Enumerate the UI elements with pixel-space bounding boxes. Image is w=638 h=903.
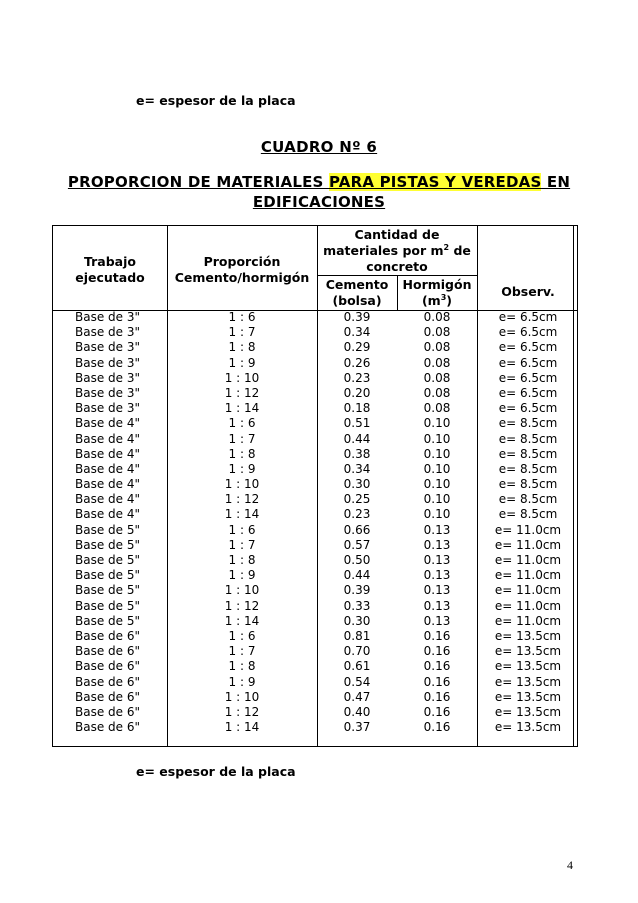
cell-hormigon: 0.13 bbox=[423, 522, 451, 537]
cell-observ: e= 11.0cm bbox=[494, 553, 562, 567]
cell-hormigon: 0.10 bbox=[423, 416, 451, 431]
table-row bbox=[53, 583, 577, 598]
cell-trabajo: Base de 4" bbox=[75, 416, 141, 431]
cell-cemento: 0.30 bbox=[343, 477, 371, 492]
cell-cemento: 0.39 bbox=[343, 583, 371, 598]
cell-observ: e= 6.5cm bbox=[498, 385, 558, 400]
cell-proporcion: 1 : 6 bbox=[228, 628, 256, 643]
cell-cemento: 0.23 bbox=[343, 507, 371, 522]
table-row bbox=[53, 705, 577, 720]
cell-proporcion: 1 : 14 bbox=[224, 507, 260, 522]
cell-observ: e= 13.5cm bbox=[494, 659, 562, 674]
table-row bbox=[53, 492, 577, 507]
cell-hormigon: 0.10 bbox=[423, 492, 451, 507]
header-cantidad-line3: concreto bbox=[366, 259, 428, 274]
cell-proporcion: 1 : 14 bbox=[224, 401, 260, 416]
cell-cemento: 0.25 bbox=[343, 492, 371, 507]
cell-cemento: 0.50 bbox=[343, 553, 371, 567]
cell-hormigon: 0.10 bbox=[423, 477, 451, 492]
cell-trabajo: Base de 3" bbox=[75, 355, 141, 370]
cell-hormigon: 0.08 bbox=[423, 325, 451, 340]
subtitle-pre: PROPORCION DE MATERIALES bbox=[67, 173, 329, 191]
cell-hormigon: 0.13 bbox=[423, 613, 451, 628]
cell-trabajo: Base de 3" bbox=[75, 401, 141, 416]
header-trabajo-line2: ejecutado bbox=[75, 270, 145, 285]
table-row bbox=[53, 432, 577, 447]
subtitle-line-1 bbox=[0, 173, 638, 191]
cell-hormigon: 0.13 bbox=[423, 553, 451, 567]
cell-trabajo: Base de 3" bbox=[75, 340, 141, 355]
cell-cemento: 0.30 bbox=[343, 613, 371, 628]
table-row bbox=[53, 553, 577, 568]
cell-trabajo: Base de 5" bbox=[75, 613, 141, 628]
table-row bbox=[53, 386, 577, 401]
cell-cemento: 0.70 bbox=[343, 644, 371, 659]
cell-proporcion: 1 : 8 bbox=[228, 553, 256, 567]
cell-trabajo: Base de 4" bbox=[75, 492, 141, 507]
cell-hormigon: 0.13 bbox=[423, 537, 451, 552]
cell-observ: e= 8.5cm bbox=[498, 416, 558, 431]
cell-cemento: 0.18 bbox=[343, 401, 371, 416]
cell-hormigon: 0.13 bbox=[423, 568, 451, 583]
cell-trabajo: Base de 3" bbox=[75, 310, 141, 324]
materials-table bbox=[52, 225, 578, 747]
cell-proporcion: 1 : 9 bbox=[228, 568, 256, 583]
cell-cemento: 0.44 bbox=[343, 431, 371, 446]
cell-trabajo: Base de 6" bbox=[75, 674, 141, 689]
table-row bbox=[53, 325, 577, 340]
cell-observ: e= 11.0cm bbox=[494, 522, 562, 537]
cell-observ: e= 13.5cm bbox=[494, 689, 562, 704]
cell-observ: e= 11.0cm bbox=[494, 537, 562, 552]
cell-trabajo: Base de 6" bbox=[75, 628, 141, 643]
cell-trabajo: Base de 5" bbox=[75, 568, 141, 583]
cell-hormigon: 0.08 bbox=[423, 370, 451, 385]
table-row bbox=[53, 644, 577, 659]
cell-hormigon: 0.13 bbox=[423, 598, 451, 613]
cell-hormigon: 0.10 bbox=[423, 461, 451, 476]
table-row bbox=[53, 690, 577, 705]
cell-proporcion: 1 : 7 bbox=[228, 325, 256, 340]
table-row bbox=[53, 447, 577, 462]
cell-observ: e= 8.5cm bbox=[498, 507, 558, 522]
cell-proporcion: 1 : 9 bbox=[228, 674, 256, 689]
cell-cemento: 0.51 bbox=[343, 416, 371, 431]
cell-proporcion: 1 : 10 bbox=[224, 689, 260, 704]
cell-cemento: 0.39 bbox=[343, 310, 371, 324]
cell-proporcion: 1 : 6 bbox=[228, 522, 256, 537]
cell-hormigon: 0.16 bbox=[423, 674, 451, 689]
cell-trabajo: Base de 4" bbox=[75, 431, 141, 446]
cell-trabajo: Base de 3" bbox=[75, 370, 141, 385]
subtitle-post: EN bbox=[541, 173, 571, 191]
table-row bbox=[53, 720, 577, 735]
cell-observ: e= 8.5cm bbox=[498, 431, 558, 446]
cell-proporcion: 1 : 9 bbox=[228, 461, 256, 476]
cell-proporcion: 1 : 6 bbox=[228, 416, 256, 431]
cell-proporcion: 1 : 7 bbox=[228, 644, 256, 659]
header-proporcion-line2: Cemento/hormigón bbox=[174, 270, 310, 285]
cell-hormigon: 0.08 bbox=[423, 355, 451, 370]
table-row bbox=[53, 568, 577, 583]
cell-hormigon: 0.10 bbox=[423, 446, 451, 461]
cell-proporcion: 1 : 8 bbox=[228, 446, 256, 461]
cell-proporcion: 1 : 7 bbox=[228, 431, 256, 446]
cell-observ: e= 8.5cm bbox=[498, 477, 558, 492]
cell-observ: e= 13.5cm bbox=[494, 704, 562, 719]
header-proporcion bbox=[167, 254, 317, 286]
cell-observ: e= 8.5cm bbox=[498, 492, 558, 507]
table-row bbox=[53, 462, 577, 477]
table-row bbox=[53, 507, 577, 522]
cell-proporcion: 1 : 14 bbox=[224, 720, 260, 735]
cell-trabajo: Base de 5" bbox=[75, 553, 141, 567]
cell-trabajo: Base de 3" bbox=[75, 325, 141, 340]
cell-hormigon: 0.16 bbox=[423, 628, 451, 643]
cell-cemento: 0.29 bbox=[343, 340, 371, 355]
header-proporcion-line1: Proporción bbox=[203, 254, 281, 269]
cell-trabajo: Base de 5" bbox=[75, 522, 141, 537]
table-row bbox=[53, 340, 577, 355]
cell-observ: e= 11.0cm bbox=[494, 613, 562, 628]
cell-hormigon: 0.08 bbox=[423, 401, 451, 416]
header-hormigon-line2 bbox=[397, 293, 477, 309]
table-row bbox=[53, 614, 577, 629]
cell-observ: e= 13.5cm bbox=[494, 644, 562, 659]
header-hormigon-line1: Hormigón bbox=[402, 277, 472, 292]
header-cemento bbox=[317, 277, 397, 309]
cell-hormigon: 0.08 bbox=[423, 310, 451, 324]
cell-hormigon: 0.16 bbox=[423, 659, 451, 674]
table-row bbox=[53, 599, 577, 614]
cell-cemento: 0.54 bbox=[343, 674, 371, 689]
cell-cemento: 0.26 bbox=[343, 355, 371, 370]
cell-proporcion: 1 : 10 bbox=[224, 370, 260, 385]
cell-cemento: 0.33 bbox=[343, 598, 371, 613]
cell-trabajo: Base de 3" bbox=[75, 385, 141, 400]
superscript: 3 bbox=[440, 292, 447, 302]
cell-trabajo: Base de 6" bbox=[75, 689, 141, 704]
cell-proporcion: 1 : 8 bbox=[228, 659, 256, 674]
cell-observ: e= 11.0cm bbox=[494, 598, 562, 613]
cell-observ: e= 13.5cm bbox=[494, 628, 562, 643]
cell-observ: e= 8.5cm bbox=[498, 461, 558, 476]
cell-observ: e= 6.5cm bbox=[498, 401, 558, 416]
cell-observ: e= 13.5cm bbox=[494, 720, 562, 735]
cell-cemento: 0.37 bbox=[343, 720, 371, 735]
cell-hormigon: 0.13 bbox=[423, 583, 451, 598]
table-row bbox=[53, 356, 577, 371]
header-cantidad-line1: Cantidad de bbox=[354, 227, 440, 242]
cell-proporcion: 1 : 7 bbox=[228, 537, 256, 552]
table-row bbox=[53, 416, 577, 431]
cell-observ: e= 6.5cm bbox=[498, 310, 558, 324]
header-hormigon-text: (m bbox=[421, 293, 441, 308]
cell-trabajo: Base de 4" bbox=[75, 461, 141, 476]
cell-cemento: 0.34 bbox=[343, 325, 371, 340]
cell-proporcion: 1 : 12 bbox=[224, 704, 260, 719]
cell-cemento: 0.38 bbox=[343, 446, 371, 461]
cell-proporcion: 1 : 14 bbox=[224, 613, 260, 628]
cell-cemento: 0.61 bbox=[343, 659, 371, 674]
cell-hormigon: 0.08 bbox=[423, 385, 451, 400]
cell-observ: e= 13.5cm bbox=[494, 674, 562, 689]
header-cantidad-line2 bbox=[317, 243, 477, 259]
table-row bbox=[53, 523, 577, 538]
header-trabajo bbox=[53, 254, 167, 286]
subtitle-highlight: PARA PISTAS Y VEREDAS bbox=[328, 173, 542, 191]
cell-trabajo: Base de 6" bbox=[75, 720, 141, 735]
cell-trabajo: Base de 4" bbox=[75, 446, 141, 461]
cell-trabajo: Base de 6" bbox=[75, 644, 141, 659]
header-divider bbox=[317, 275, 477, 276]
cell-hormigon: 0.16 bbox=[423, 689, 451, 704]
header-cantidad-text: de bbox=[449, 243, 471, 258]
cell-cemento: 0.66 bbox=[343, 522, 371, 537]
cell-trabajo: Base de 5" bbox=[75, 537, 141, 552]
header-cemento-line1: Cemento bbox=[325, 277, 389, 292]
cell-observ: e= 8.5cm bbox=[498, 446, 558, 461]
cell-proporcion: 1 : 8 bbox=[228, 340, 256, 355]
cell-proporcion: 1 : 12 bbox=[224, 598, 260, 613]
cell-proporcion: 1 : 6 bbox=[228, 310, 256, 324]
cell-cemento: 0.57 bbox=[343, 537, 371, 552]
cell-hormigon: 0.16 bbox=[423, 644, 451, 659]
cell-proporcion: 1 : 9 bbox=[228, 355, 256, 370]
table-row bbox=[53, 629, 577, 644]
header-trabajo-line1: Trabajo bbox=[83, 254, 136, 269]
header-cantidad bbox=[317, 227, 477, 275]
table-row bbox=[53, 401, 577, 416]
cell-proporcion: 1 : 10 bbox=[224, 477, 260, 492]
table-row bbox=[53, 538, 577, 553]
cell-observ: e= 6.5cm bbox=[498, 370, 558, 385]
table-row bbox=[53, 675, 577, 690]
cell-proporcion: 1 : 12 bbox=[224, 492, 260, 507]
cell-trabajo: Base de 4" bbox=[75, 477, 141, 492]
cell-cemento: 0.81 bbox=[343, 628, 371, 643]
cell-observ: e= 6.5cm bbox=[498, 340, 558, 355]
cell-cemento: 0.40 bbox=[343, 704, 371, 719]
cell-observ: e= 6.5cm bbox=[498, 355, 558, 370]
table-row bbox=[53, 477, 577, 492]
note-bottom: e= espesor de la placa bbox=[136, 764, 296, 779]
cell-hormigon: 0.16 bbox=[423, 720, 451, 735]
header-cemento-line2: (bolsa) bbox=[332, 293, 382, 308]
cell-proporcion: 1 : 12 bbox=[224, 385, 260, 400]
cell-cemento: 0.34 bbox=[343, 461, 371, 476]
header-hormigon-text: ) bbox=[446, 293, 453, 308]
header-hormigon bbox=[397, 277, 477, 309]
page-number: 4 bbox=[567, 858, 573, 872]
cell-trabajo: Base de 6" bbox=[75, 704, 141, 719]
cell-trabajo: Base de 4" bbox=[75, 507, 141, 522]
header-observ: Observ. bbox=[501, 284, 555, 299]
cell-observ: e= 11.0cm bbox=[494, 583, 562, 598]
subtitle-line-2: EDIFICACIONES bbox=[252, 193, 386, 211]
cell-observ: e= 11.0cm bbox=[494, 568, 562, 583]
cell-trabajo: Base de 5" bbox=[75, 583, 141, 598]
table-row bbox=[53, 371, 577, 386]
cell-cemento: 0.23 bbox=[343, 370, 371, 385]
cell-cemento: 0.47 bbox=[343, 689, 371, 704]
superscript: 2 bbox=[443, 242, 450, 252]
header-cantidad-text: materiales por m bbox=[323, 243, 444, 258]
table-row bbox=[53, 310, 577, 325]
cell-observ: e= 6.5cm bbox=[498, 325, 558, 340]
cell-cemento: 0.44 bbox=[343, 568, 371, 583]
note-top: e= espesor de la placa bbox=[136, 93, 296, 108]
page-title: CUADRO Nº 6 bbox=[260, 138, 378, 156]
table-body bbox=[53, 310, 577, 735]
cell-hormigon: 0.10 bbox=[423, 507, 451, 522]
table-row bbox=[53, 659, 577, 674]
cell-trabajo: Base de 5" bbox=[75, 598, 141, 613]
cell-proporcion: 1 : 10 bbox=[224, 583, 260, 598]
cell-hormigon: 0.16 bbox=[423, 704, 451, 719]
cell-trabajo: Base de 6" bbox=[75, 659, 141, 674]
cell-hormigon: 0.08 bbox=[423, 340, 451, 355]
cell-hormigon: 0.10 bbox=[423, 431, 451, 446]
cell-cemento: 0.20 bbox=[343, 385, 371, 400]
